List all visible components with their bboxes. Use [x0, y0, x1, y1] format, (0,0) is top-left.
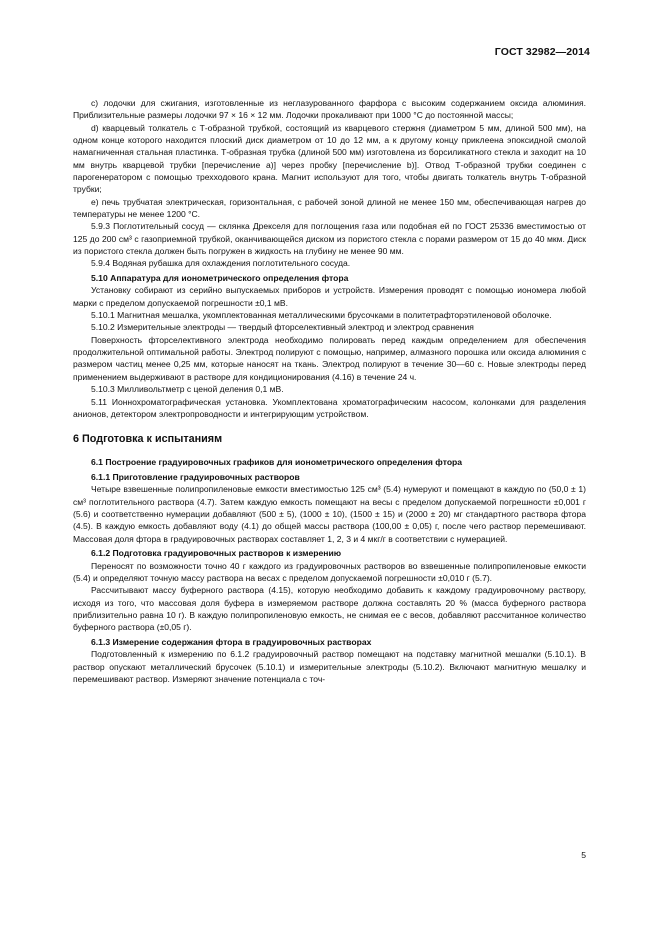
- page-body: [73, 97, 586, 685]
- paragraph: c) лодочки для сжигания, изготовленные из неглазурованного фарфора с высоким содержанием оксида алюминия. Приблизительные размеры лодочки 97 × 16 × 12 мм. Лодочки прокаливают при 1000 °С до постоянной массы;: [73, 98, 586, 121]
- document-id: ГОСТ 32982—2014: [494, 46, 590, 58]
- page-number: 5: [581, 850, 586, 860]
- paragraph: Установку собирают из серийно выпускаемых приборов и устройств. Измерения проводят с помощью иономера любой марки с пределом допускаемой погрешности ±0,1 мВ.: [73, 285, 586, 308]
- subsection-heading: 6.1 Построение градуировочных графиков для ионометрического определения фтора: [91, 457, 463, 468]
- paragraph: Переносят по возможности точно 40 г каждого из градуировочных растворов во взвешенные полипропиленовые емкости (5.4) и определяют точную массу раствора на весах с пределом допускаемой погрешности ±0,010 г (5.7).: [73, 560, 586, 584]
- paragraph: Четыре взвешенные полипропиленовые емкости вместимостью 125 см³ (5.4) нумеруют и помещают в каждую по (50,0 ± 1) см³ поглотительного раствора (4.7). Затем каждую емкость помещают на весы с пределом допускаемой погрешности ±0,001 г (5.6) и соответственно нумерации добавляют (500 ± 5), (1000 ± 10), (1500 ± 15) и (2000 ± 20) мг стандартного раствора фтора (4.5). В каждую емкость добавляют воду (4.1) до общей массы раствора (100,00 ± 0,05) г, после чего раствор перемешивают. Массовая доля фтора в градуировочных растворах составляет 1, 2, 3 и 4 мкг/г в соответствии с нумерацией.: [73, 484, 586, 544]
- paragraph: 5.9.3 Поглотительный сосуд — склянка Дрекселя для поглощения газа или подобная ей по ГОСТ 25336 вместимостью от 125 до 200 см³ с газоприемной трубкой, оканчивающейся диском из пористого стекла с порами размером от 15 до 40 мкм. Диск из пористого стекла должен быть погружен в жидкость на глубину не менее 90 мм.: [73, 221, 586, 257]
- subsection-heading: 5.10 Аппаратура для ионометрического определения фтора: [91, 272, 349, 283]
- paragraph: d) кварцевый толкатель с Т-образной трубкой, состоящий из кварцевого стержня (диаметром 5 мм, длиной 500 мм), на одном конце которого находится плоский диск диаметром от 10 до 12 мм, а к другому концу приклеена эпоксидной смолой намагниченная стальная пластинка. Т-образная трубка (длиной 500 мм) изготовлена из борсиликатного стекла и заходит на 10 мм внутрь кварцевой трубки [перечисление а)] через пробку [перечисление b)]. Отвод Т-образной трубки соединен с парогенератором с помощью трехходового крана. Магнит используют для того, чтобы двигать толкатель внутрь Т-образной трубки;: [73, 122, 586, 195]
- subsection-heading: 6.1.2 Подготовка градуировочных растворов к измерению: [91, 548, 342, 559]
- subsection-heading: 6.1.3 Измерение содержания фтора в градуировочных растворах: [91, 636, 372, 647]
- paragraph: Подготовленный к измерению по 6.1.2 градуировочный раствор помещают на подставку магнитной мешалки (5.10.1). В раствор опускают металлический брусочек (5.10.1) и измерительные электроды (5.10.2). Включают магнитную мешалку и перемешивают раствор. Измеряют значение потенциала с точ-: [73, 649, 586, 685]
- paragraph: е) печь трубчатая электрическая, горизонтальная, с рабочей зоной длиной не менее 150 мм, обеспечивающая нагрев до температуры не менее 1200 °С.: [73, 196, 586, 220]
- section-heading: 6 Подготовка к испытаниям: [73, 433, 223, 446]
- paragraph: Поверхность фторселективного электрода необходимо полировать перед каждым определением для обеспечения продолжительной оптимальной работы. Электрод полируют с помощью, например, алмазного порошка или оксида алюминия с размером частиц менее 0,25 мм, которые наносят на ткань. Электрод полируют в течение 30—60 с. Новые электроды перед применением выдерживают в растворе для кондиционирования (4.16) в течение 24 ч.: [73, 334, 586, 382]
- paragraph: 5.9.4 Водяная рубашка для охлаждения поглотительного сосуда.: [91, 258, 351, 269]
- paragraph: 5.10.3 Милливольтметр с ценой деления 0,1 мВ.: [91, 384, 284, 395]
- paragraph: 5.11 Ионнохроматографическая установка. Укомплектована хроматографическим насосом, колонками для разделения анионов, детектором электропроводности и интегрирующим устройством.: [73, 396, 586, 419]
- subsection-heading: 6.1.1 Приготовление градуировочных растворов: [91, 471, 300, 482]
- paragraph: 5.10.2 Измерительные электроды — твердый фторселективный электрод и электрод сравнения: [91, 322, 474, 333]
- paragraph: 5.10.1 Магнитная мешалка, укомплектованная металлическими брусочками в политетрафторэтиленовой оболочке.: [91, 310, 552, 321]
- paragraph: Рассчитывают массу буферного раствора (4.15), которую необходимо добавить к каждому градуировочному раствору, исходя из того, что массовая доля буфера в измеряемом растворе должна составлять 20 % (масса буферного раствора приблизительно равна 10 г). В каждую полипропиленовую емкость, не снимая ее с весов, добавляют рассчитанное количество буферного раствора (±0,05 г).: [73, 585, 586, 633]
